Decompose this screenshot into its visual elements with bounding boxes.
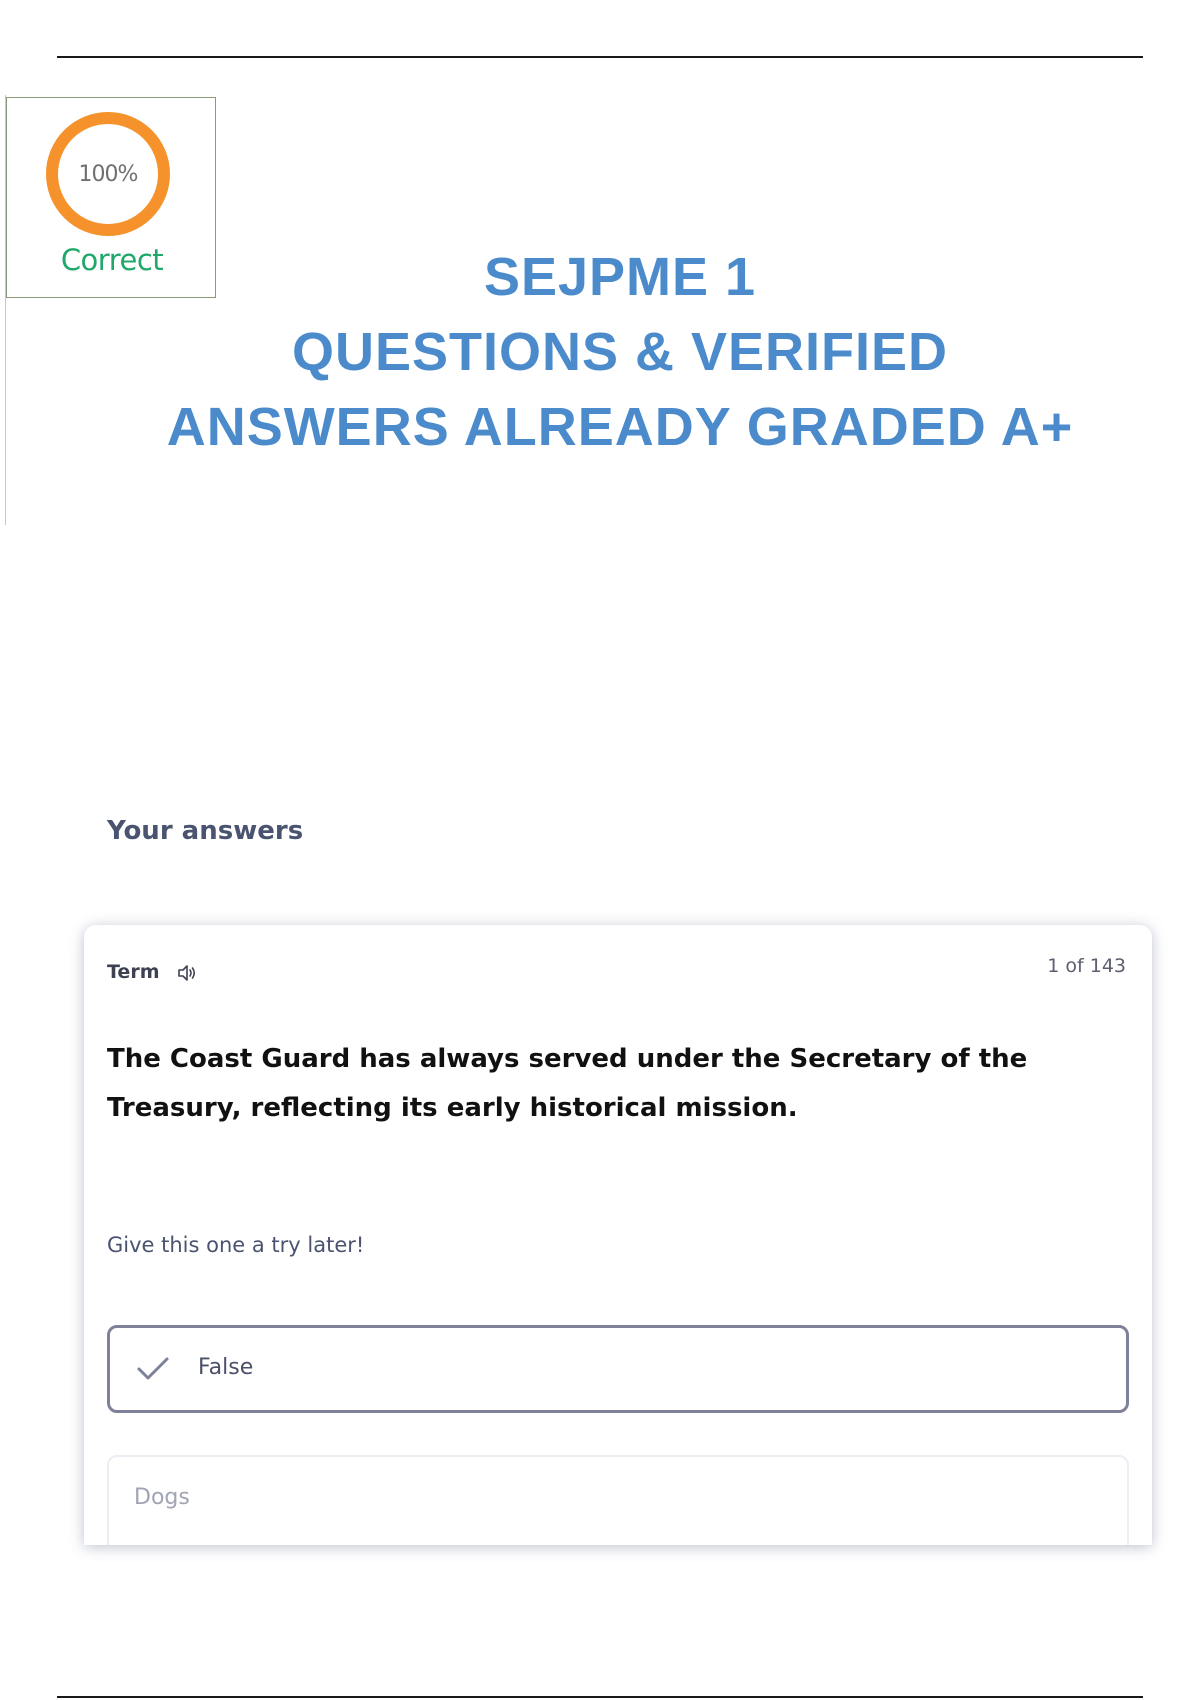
score-label: Correct (60, 243, 164, 277)
answer-option[interactable] (107, 1455, 1129, 1545)
top-rule (57, 56, 1143, 58)
score-percent: 100% (78, 161, 138, 187)
section-heading: Your answers (107, 816, 304, 846)
progress-ring (46, 112, 170, 236)
flashcard (84, 925, 1152, 1545)
answer-option-label: Dogs (134, 1485, 190, 1510)
question-text: The Coast Guard has always served under the Secretary of the Treasury, reflecting its early historical mission. (107, 1044, 1028, 1123)
document-title-line-2: QUESTIONS & VERIFIED (291, 322, 949, 382)
speaker-icon[interactable] (177, 964, 197, 982)
term-label: Term (107, 961, 160, 983)
bottom-rule (57, 1696, 1143, 1698)
document-title-line-3: ANSWERS ALREADY GRADED A+ (166, 397, 1074, 457)
hint-text: Give this one a try later! (107, 1233, 365, 1257)
document-title-line-1: SEJPME 1 (483, 247, 757, 307)
card-counter: 1 of 143 (1047, 955, 1126, 977)
answer-option-label: False (198, 1355, 254, 1380)
check-icon (136, 1356, 170, 1382)
answer-option-selected[interactable] (107, 1325, 1129, 1413)
